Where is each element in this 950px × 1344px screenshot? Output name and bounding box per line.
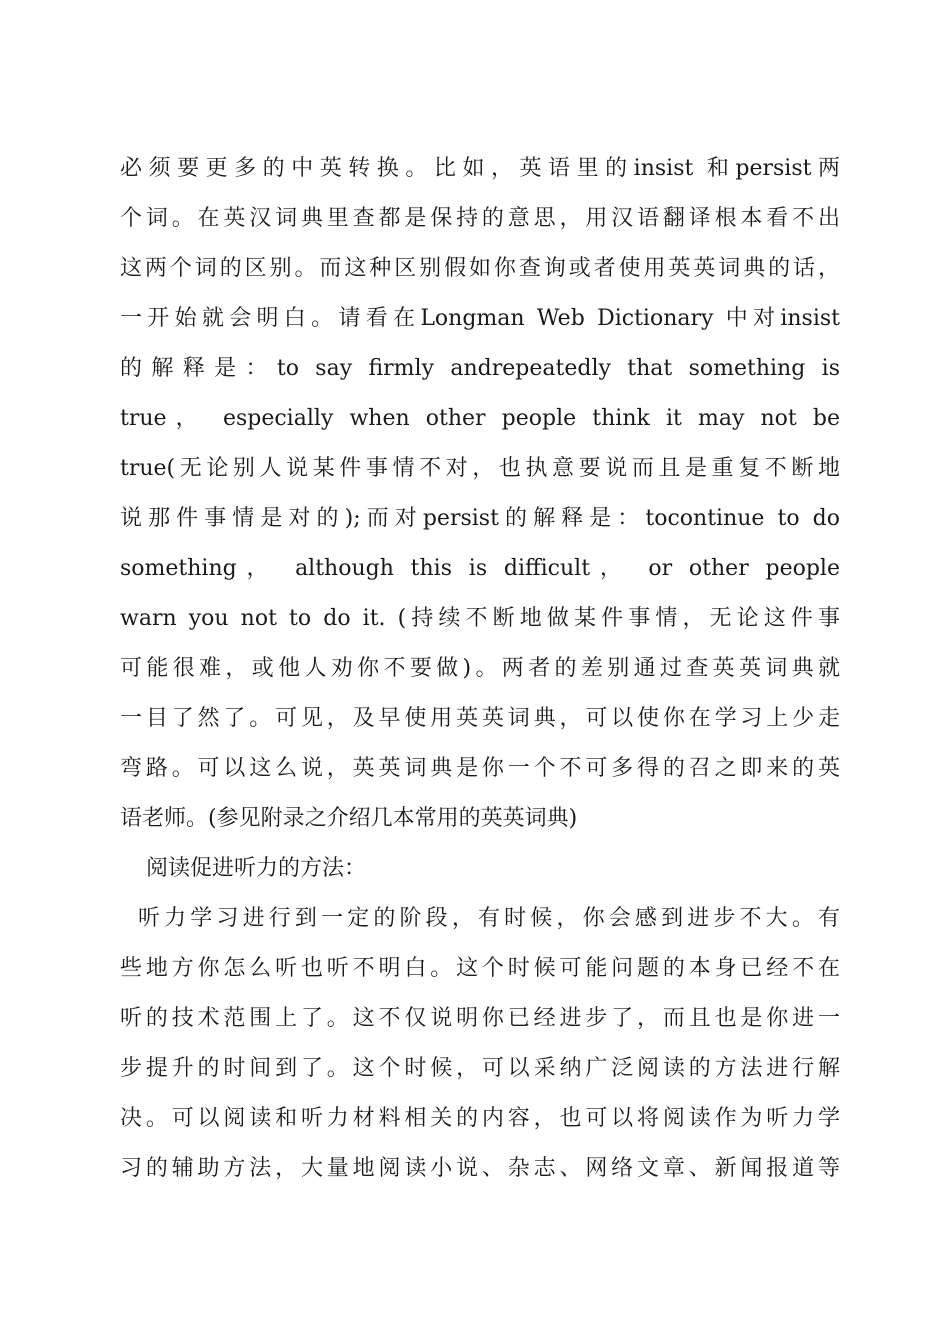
- text-line: 一开始就会明白。请看在Longman Web Dictionary 中对insist: [120, 306, 840, 331]
- text-line: 必须要更多的中英转换。比如，英语里的insist 和persist两: [120, 156, 840, 181]
- text-line: 可能很难，或他人劝你不要做)。两者的差别通过查英英词典就: [120, 656, 840, 681]
- text-line: warn you not to do it. (持续不断地做某件事情，无论这件事: [120, 606, 840, 631]
- text-line: 步提升的时间到了。这个时候，可以采纳广泛阅读的方法进行解: [120, 1056, 840, 1081]
- text-line: 个词。在英汉词典里查都是保持的意思，用汉语翻译根本看不出: [120, 206, 840, 231]
- text-line: 决。可以阅读和听力材料相关的内容，也可以将阅读作为听力学: [120, 1106, 840, 1131]
- text-line: 习的辅助方法，大量地阅读小说、杂志、网络文章、新闻报道等: [120, 1156, 840, 1181]
- text-line: 这两个词的区别。而这种区别假如你查询或者使用英英词典的话，: [120, 256, 840, 281]
- text-line: true(无论别人说某件事情不对，也执意要说而且是重复不断地: [120, 456, 840, 481]
- text-line: 的解释是：to say firmly andrepeatedly that something is: [120, 356, 840, 381]
- text-line: 些地方你怎么听也听不明白。这个时候可能问题的本身已经不在: [120, 956, 840, 981]
- text-line: 语老师。(参见附录之介绍几本常用的英英词典): [120, 806, 578, 831]
- text-line: 弯路。可以这么说，英英词典是你一个不可多得的召之即来的英: [120, 756, 840, 781]
- text-line: 一目了然了。可见，及早使用英英词典，可以使你在学习上少走: [120, 706, 840, 731]
- text-line: 听力学习进行到一定的阶段，有时候，你会感到进步不大。有: [138, 906, 840, 931]
- document-body: [120, 144, 840, 1194]
- text-line: true， especially when other people think it may not be: [120, 406, 840, 431]
- text-line: 听的技术范围上了。这不仅说明你已经进步了，而且也是你进一: [120, 1006, 840, 1031]
- text-line: something， although this is difficult， or other people: [120, 556, 840, 581]
- text-line: 说那件事情是对的);而对persist的解释是：tocontinue to do: [120, 506, 840, 531]
- section-heading: 阅读促进听力的方法：: [146, 856, 367, 881]
